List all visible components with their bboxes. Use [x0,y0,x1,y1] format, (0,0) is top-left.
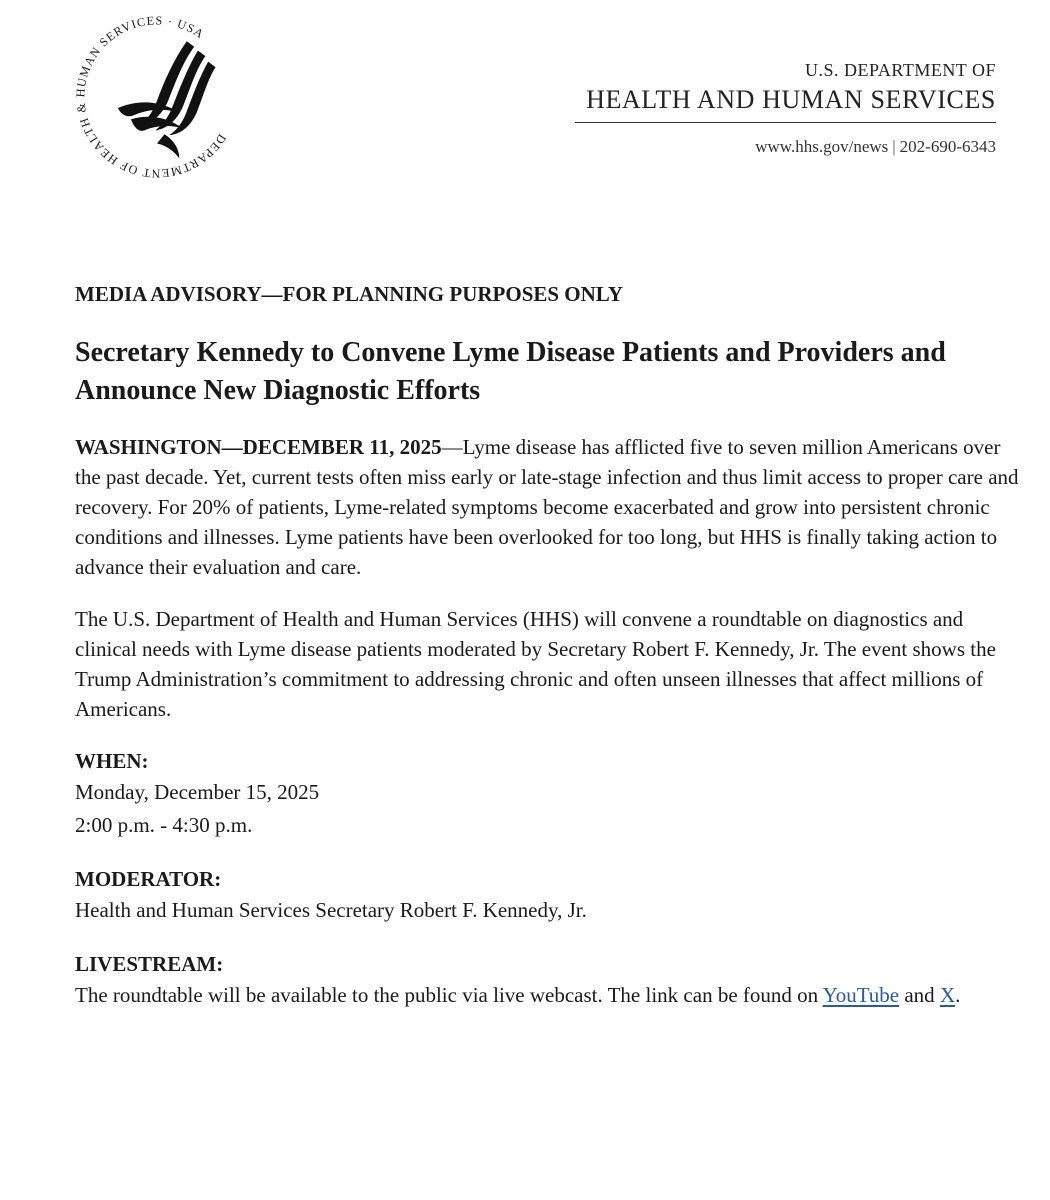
page-title: Secretary Kennedy to Convene Lyme Disease Patients and Providers and Announce New Diagnostic Efforts [75,337,946,406]
livestream-text [75,979,1025,1012]
contact-separator: | [892,137,896,156]
masthead-divider [575,122,996,123]
press-advisory-body [75,280,1025,1012]
livestream-description: The roundtable will be available to the public via live webcast. The link can be found on [75,983,819,1007]
dateline: WASHINGTON—DECEMBER 11, 2025 [75,435,442,459]
intro-paragraph [75,432,1025,582]
livestream-conjunction: and [904,983,935,1007]
intro-paragraph-text: —Lyme disease has afflicted five to seven million Americans over the past decade. Yet, current tests often miss early or late-stage infection and thus limit access to proper care and recovery. For 20% of patients, Lyme-related symptoms become exacerbated and grow into persistent chronic conditions and illnesses. Lyme patients have been overlooked for too long, but HHS is finally taking action to advance their evaluation and care. [75,435,1019,579]
youtube-link[interactable]: YouTube [822,983,900,1007]
seal-ring-text: DEPARTMENT OF HEALTH & HUMAN SERVICES · USA [73,13,230,181]
department-name: HEALTH AND HUMAN SERVICES [586,85,996,114]
event-date: Monday, December 15, 2025 [75,780,320,804]
svg-text:DEPARTMENT OF HEALTH & HUMAN S [64,4,250,190]
contact-line [755,136,996,158]
advisory-heading: MEDIA ADVISORY—FOR PLANNING PURPOSES ONLY [75,282,624,306]
x-link[interactable]: X [939,983,956,1007]
when-label: WHEN: [75,749,149,773]
website-text: www.hhs.gov/news [755,137,889,156]
moderator-label: MODERATOR: [75,867,222,891]
event-time: 2:00 p.m. - 4:30 p.m. [75,813,253,837]
hhs-seal-logo [64,4,250,190]
moderator-name: Health and Human Services Secretary Robert F. Kennedy, Jr. [75,898,587,922]
phone-number: 202-690-6343 [899,137,996,156]
eagle-emblem-icon [118,41,216,158]
department-label: U.S. DEPARTMENT OF [805,60,996,80]
livestream-period: . [955,983,961,1007]
livestream-label: LIVESTREAM: [75,952,224,976]
event-paragraph: The U.S. Department of Health and Human Services (HHS) will convene a roundtable on diagnostics and clinical needs with Lyme disease patients moderated by Secretary Robert F. Kennedy, Jr. The event shows the Trump Administration’s commitment to addressing chronic and often unseen illnesses that affect millions of Americans. [75,607,996,721]
department-masthead [586,58,996,116]
